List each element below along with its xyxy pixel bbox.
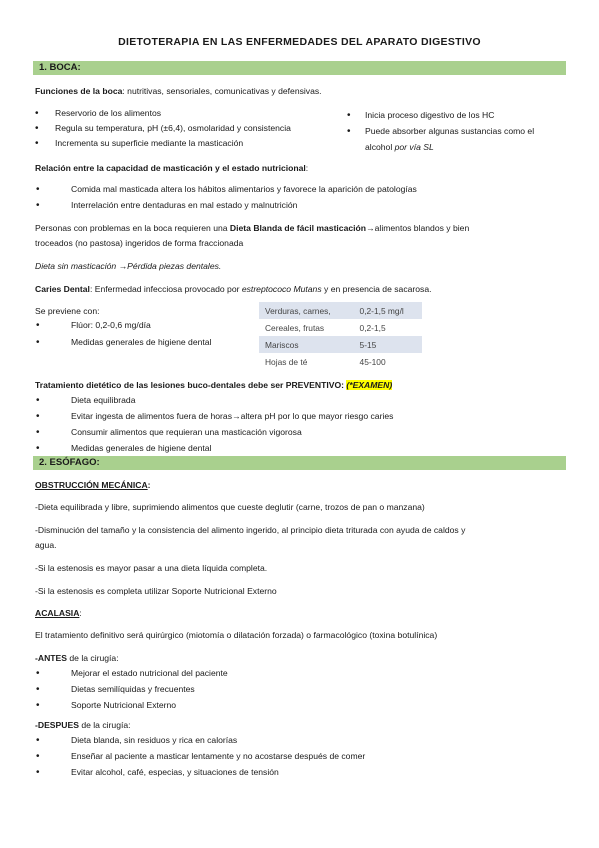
list-item: • Puede absorber algunas sustancias como el: [365, 126, 534, 141]
list-item: • Evitar ingesta de alimentos fuera de horas→altera pH por lo que mayor riesgo caries: [71, 411, 393, 427]
list-item: • Dieta blanda, sin residuos y rica en calorías: [71, 735, 365, 751]
acalasia-text: El tratamiento definitivo será quirúrgico (miotomía o dilatación forzada) o farmacológico (toxina botulínica): [35, 630, 438, 640]
dieta-blanda-label: Dieta Blanda de fácil masticación: [229, 223, 367, 233]
list-item: • Soporte Nutricional Externo: [71, 700, 228, 716]
table-cell: 45-100: [354, 353, 422, 370]
personas-line-2: troceados (no pastosa) ingeridos de forma fraccionada: [35, 238, 244, 248]
personas-text: Personas con problemas en la boca requieren una: [35, 223, 230, 233]
obstruccion-p1: -Dieta equilibrada y libre, suprimiendo alimentos que cueste deglutir (carne, trozos de pan o manzana): [35, 502, 425, 512]
funciones-left-list: [55, 108, 291, 153]
acalasia-label: ACALASIA: [35, 608, 80, 618]
obstruccion-colon: :: [147, 480, 151, 490]
list-item: • Interrelación entre dentaduras en mal estado y malnutrición: [71, 200, 417, 216]
caries-italic: estreptococo Mutans: [241, 284, 322, 294]
previene-list: [71, 320, 211, 354]
list-item: • Dietas semilíquidas y frecuentes: [71, 684, 228, 700]
despues-text: de la cirugía:: [78, 720, 131, 730]
despues-line: [35, 719, 131, 731]
obstruccion-heading: [35, 479, 151, 491]
funciones-right-list: [365, 110, 534, 141]
table-cell: Mariscos: [259, 336, 354, 353]
list-item: • Comida mal masticada altera los hábitos alimentarios y favorece la aparición de patologías: [71, 184, 417, 200]
relacion-colon: :: [305, 163, 309, 173]
obstruccion-p3: -Si la estenosis es mayor pasar a una dieta líquida completa.: [35, 563, 268, 573]
list-item: • Medidas generales de higiene dental: [71, 443, 393, 459]
dieta-sin-masticacion: Dieta sin masticación →Pérdida piezas dentales.: [35, 261, 222, 271]
personas-line-1: [35, 222, 469, 234]
caries-label: Caries Dental: [35, 284, 90, 294]
list-item: • Reservorio de los alimentos: [55, 108, 291, 123]
list-item: • Flúor: 0,2-0,6 mg/día: [71, 320, 211, 337]
caries-text: : Enfermedad infecciosa provocado por: [89, 284, 242, 294]
relacion-heading: [35, 162, 308, 174]
tratamiento-line: [35, 379, 392, 391]
relacion-list: [71, 184, 417, 216]
obstruccion-p4: -Si la estenosis es completa utilizar Soporte Nutricional Externo: [35, 586, 277, 596]
antes-list: [71, 668, 228, 716]
list-item: • Evitar alcohol, café, especias, y situaciones de tensión: [71, 767, 365, 783]
list-item: • Consumir alimentos que requieran una masticación vigorosa: [71, 427, 393, 443]
table-cell: 5-15: [354, 336, 422, 353]
despues-label: -DESPUES: [35, 720, 79, 730]
list-item: • Incrementa su superficie mediante la masticación: [55, 138, 291, 153]
document-title: DIETOTERAPIA EN LAS ENFERMEDADES DEL APARATO DIGESTIVO: [118, 36, 481, 48]
antes-text: de la cirugía:: [67, 653, 119, 663]
table-row: [259, 302, 422, 319]
section-heading-boca: 1. BOCA:: [33, 61, 566, 75]
list-item: • Regula su temperatura, pH (±6,4), osmolaridad y consistencia: [55, 123, 291, 138]
caries-text-end: y en presencia de sacarosa.: [321, 284, 432, 294]
right-list-continuation: [365, 141, 434, 153]
list-item: • Mejorar el estado nutricional del paciente: [71, 668, 228, 684]
table-row: [259, 319, 422, 336]
continuation-italic: por vía SL: [394, 142, 434, 152]
list-item: • Enseñar al paciente a masticar lentamente y no acostarse después de comer: [71, 751, 365, 767]
table-cell: 0,2-1,5 mg/l: [354, 302, 422, 319]
table-cell: Verduras, carnes,: [259, 302, 354, 319]
funciones-text: : nutritivas, sensoriales, comunicativas y defensivas.: [122, 86, 322, 96]
despues-list: [71, 735, 365, 783]
table-cell: Cereales, frutas: [259, 319, 354, 336]
list-item: • Medidas generales de higiene dental: [71, 337, 211, 354]
fluor-table: [259, 302, 422, 370]
funciones-line: [35, 85, 322, 97]
table-row: [259, 353, 422, 370]
list-item: • Inicia proceso digestivo de los HC: [365, 110, 534, 126]
funciones-label: Funciones de la boca: [35, 86, 123, 96]
list-item: • Dieta equilibrada: [71, 395, 393, 411]
obstruccion-label: OBSTRUCCIÓN MECÁNICA: [35, 480, 148, 490]
acalasia-colon: :: [79, 608, 82, 618]
table-row: [259, 336, 422, 353]
obstruccion-p2a: -Disminución del tamaño y la consistencia del alimento ingerido, al principio dieta triturada con ayuda de caldos y: [35, 525, 466, 535]
obstruccion-p2b: agua.: [35, 540, 57, 550]
acalasia-heading: [35, 607, 82, 619]
table-cell: 0,2-1,5: [354, 319, 422, 336]
tratamiento-text: Tratamiento dietético de las lesiones buco-dentales debe ser PREVENTIVO:: [35, 380, 347, 390]
continuation-text: alcohol: [365, 142, 395, 152]
tratamiento-list: [71, 395, 393, 459]
caries-line: [35, 283, 432, 295]
examen-highlight: (*EXAMEN): [346, 380, 393, 390]
previene-label: Se previene con:: [35, 306, 100, 316]
antes-label: -ANTES: [35, 653, 67, 663]
personas-arrow-text: →alimentos blandos y bien: [366, 223, 470, 233]
relacion-heading-text: Relación entre la capacidad de masticación y el estado nutricional: [35, 163, 306, 173]
section-heading-esofago: 2. ESÓFAGO:: [33, 456, 566, 470]
table-cell: Hojas de té: [259, 353, 354, 370]
antes-line: [35, 652, 119, 664]
